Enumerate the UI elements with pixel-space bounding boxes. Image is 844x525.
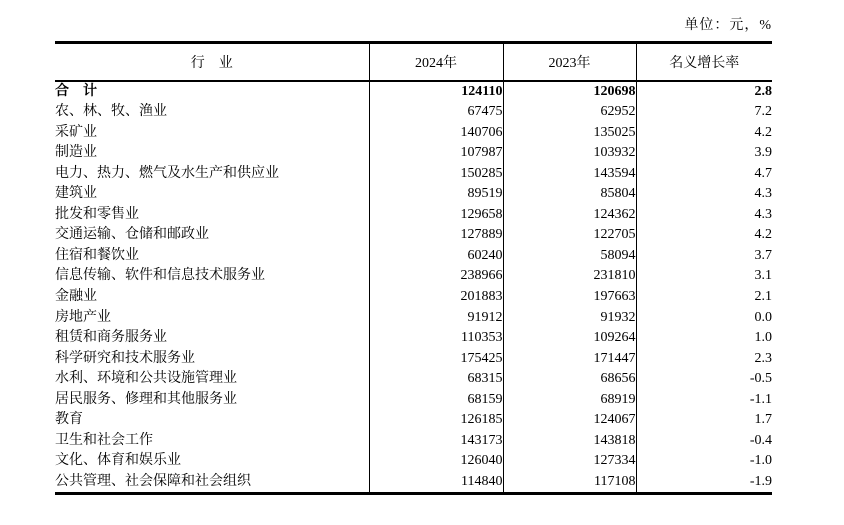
table-row: [55, 102, 772, 123]
header-nominal-growth: 名义增长率: [636, 43, 772, 81]
table-row: [55, 472, 772, 494]
cell-industry: 卫生和社会工作: [55, 431, 369, 452]
cell-2024: 68315: [369, 369, 503, 390]
cell-2024: 175425: [369, 349, 503, 370]
table-row: [55, 184, 772, 205]
cell-industry: 文化、体育和娱乐业: [55, 451, 369, 472]
cell-growth: -0.5: [749, 371, 772, 387]
unit-note: 单位：元，%: [684, 18, 772, 33]
cell-2024: 126185: [369, 410, 503, 431]
cell-growth: 4.7: [754, 165, 772, 181]
table-row: [55, 81, 772, 103]
industry-wage-table: [55, 41, 772, 495]
cell-2024: 107987: [369, 143, 503, 164]
header-industry: 行 业: [55, 43, 369, 81]
cell-industry: 建筑业: [55, 184, 369, 205]
cell-growth: -0.4: [749, 432, 772, 448]
table-row: [55, 164, 772, 185]
cell-2023: 120698: [503, 81, 636, 103]
table-row: [55, 246, 772, 267]
cell-2023: 58094: [503, 246, 636, 267]
cell-growth: 2.3: [754, 350, 772, 366]
cell-growth: -1.9: [749, 473, 772, 489]
table-row: [55, 431, 772, 452]
cell-industry: 批发和零售业: [55, 205, 369, 226]
cell-2024: 238966: [369, 266, 503, 287]
cell-industry: 制造业: [55, 143, 369, 164]
cell-industry: 居民服务、修理和其他服务业: [55, 390, 369, 411]
cell-growth: 4.3: [754, 206, 772, 222]
cell-industry: 租赁和商务服务业: [55, 328, 369, 349]
cell-2023: 103932: [503, 143, 636, 164]
cell-growth: 1.0: [754, 330, 772, 346]
header-row: [55, 43, 772, 81]
cell-growth: 3.9: [754, 145, 772, 161]
table-row: [55, 266, 772, 287]
table-row: [55, 308, 772, 329]
cell-2023: 68919: [503, 390, 636, 411]
cell-industry: 教育: [55, 410, 369, 431]
cell-2024: 127889: [369, 225, 503, 246]
cell-industry: 房地产业: [55, 308, 369, 329]
cell-growth: 4.3: [754, 186, 772, 202]
cell-2024: 124110: [369, 81, 503, 103]
cell-growth: 3.1: [754, 268, 772, 284]
cell-growth: 7.2: [754, 104, 772, 120]
cell-2023: 127334: [503, 451, 636, 472]
cell-industry: 信息传输、软件和信息技术服务业: [55, 266, 369, 287]
cell-2024: 67475: [369, 102, 503, 123]
cell-2023: 124362: [503, 205, 636, 226]
table-row: [55, 205, 772, 226]
table-row: [55, 225, 772, 246]
cell-2024: 110353: [369, 328, 503, 349]
cell-2023: 122705: [503, 225, 636, 246]
cell-2023: 231810: [503, 266, 636, 287]
cell-industry: 农、林、牧、渔业: [55, 102, 369, 123]
table-row: [55, 369, 772, 390]
header-year-2024: 2024年: [369, 43, 503, 81]
cell-growth: 0.0: [754, 309, 772, 325]
cell-2023: 197663: [503, 287, 636, 308]
cell-industry: 水利、环境和公共设施管理业: [55, 369, 369, 390]
cell-2023: 85804: [503, 184, 636, 205]
cell-growth: 2.8: [754, 83, 772, 99]
cell-2024: 114840: [369, 472, 503, 494]
cell-2023: 143594: [503, 164, 636, 185]
cell-2024: 89519: [369, 184, 503, 205]
table-row: [55, 451, 772, 472]
cell-2024: 129658: [369, 205, 503, 226]
header-year-2023: 2023年: [503, 43, 636, 81]
table-row: [55, 390, 772, 411]
cell-industry: 住宿和餐饮业: [55, 246, 369, 267]
cell-growth: 3.7: [754, 247, 772, 263]
cell-growth: 4.2: [754, 227, 772, 243]
table-row: [55, 123, 772, 144]
cell-industry: 公共管理、社会保障和社会组织: [55, 472, 369, 494]
cell-2024: 201883: [369, 287, 503, 308]
cell-growth: 4.2: [754, 124, 772, 140]
cell-2023: 91932: [503, 308, 636, 329]
cell-2023: 117108: [503, 472, 636, 494]
cell-2023: 68656: [503, 369, 636, 390]
cell-industry: 合 计: [55, 81, 369, 103]
cell-2023: 135025: [503, 123, 636, 144]
cell-2023: 171447: [503, 349, 636, 370]
table-row: [55, 410, 772, 431]
cell-2023: 62952: [503, 102, 636, 123]
cell-industry: 电力、热力、燃气及水生产和供应业: [55, 164, 369, 185]
cell-2024: 150285: [369, 164, 503, 185]
cell-industry: 科学研究和技术服务业: [55, 349, 369, 370]
cell-growth: 1.7: [754, 412, 772, 428]
cell-industry: 金融业: [55, 287, 369, 308]
cell-2023: 143818: [503, 431, 636, 452]
cell-2024: 91912: [369, 308, 503, 329]
cell-2024: 60240: [369, 246, 503, 267]
cell-2024: 126040: [369, 451, 503, 472]
table-body: [55, 81, 772, 494]
cell-2024: 68159: [369, 390, 503, 411]
cell-2023: 124067: [503, 410, 636, 431]
table-row: [55, 349, 772, 370]
table-row: [55, 328, 772, 349]
table-row: [55, 143, 772, 164]
cell-growth: -1.0: [749, 453, 772, 469]
cell-growth: 2.1: [754, 288, 772, 304]
cell-2024: 140706: [369, 123, 503, 144]
cell-growth: -1.1: [749, 391, 772, 407]
cell-2024: 143173: [369, 431, 503, 452]
table-header: [55, 43, 772, 81]
cell-industry: 采矿业: [55, 123, 369, 144]
table-row: [55, 287, 772, 308]
cell-2023: 109264: [503, 328, 636, 349]
cell-industry: 交通运输、仓储和邮政业: [55, 225, 369, 246]
